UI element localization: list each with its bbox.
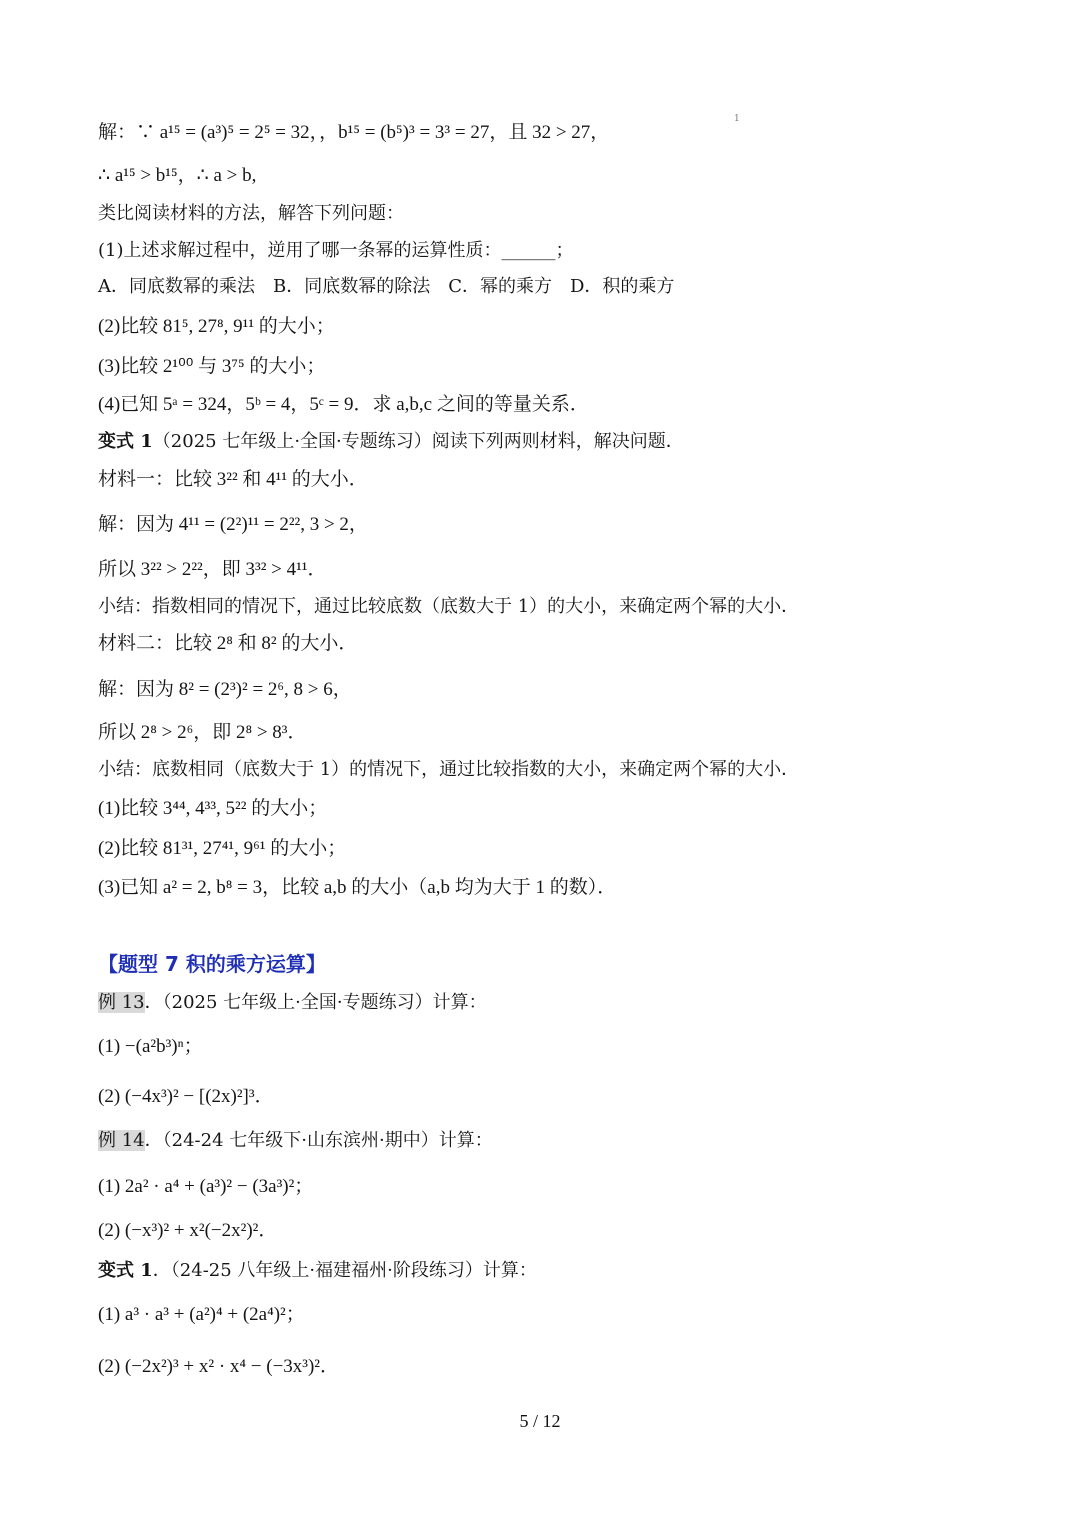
question-2: (2)比较 81⁵, 27⁸, 9¹¹ 的大小； (98, 316, 335, 337)
question-1-options: A．同底数幂的乘法 B．同底数幂的除法 C．幂的乘方 D．积的乘方 (98, 276, 675, 297)
instruction-line: 类比阅读材料的方法，解答下列问题： (98, 203, 404, 224)
variant-1-heading (98, 429, 684, 455)
question-3: (3)比较 2¹⁰⁰ 与 3⁷⁵ 的大小； (98, 356, 326, 377)
example-13-heading (98, 990, 487, 1016)
variant-2-part-2: (2) (−2x²)³ + x² · x⁴ − (−3x³)²． (98, 1356, 340, 1377)
example-13-label: 例 13 (98, 992, 145, 1013)
example-13-part-2: (2) (−4x³)² − [(2x)²]³． (98, 1086, 274, 1107)
variant-question-3: (3)已知 a² = 2, b⁸ = 3，比较 a,b 的大小（a,b 均为大于 1 的数）． (98, 877, 617, 898)
variant-label: 变式 1 (98, 431, 153, 452)
example-14-label: 例 14 (98, 1130, 145, 1151)
page-number: 5 / 12 (519, 1411, 561, 1431)
material-1-solution: 解：因为 4¹¹ = (2²)¹¹ = 2²², 3 > 2， (98, 514, 368, 535)
example-13-source: ．（2025 七年级上·全国·专题练习）计算： (144, 992, 487, 1013)
example-14-heading (98, 1128, 493, 1154)
example-13-part-1: (1) −(a²b³)ⁿ； (98, 1036, 203, 1057)
solution-line-2: ∴ a¹⁵ > b¹⁵，∴ a > b, (98, 165, 257, 186)
summary-2: 小结：底数相同（底数大于 1）的情况下，通过比较指数的大小，来确定两个幂的大小． (98, 759, 800, 780)
example-14-part-1: (1) 2a² · a⁴ + (a³)² − (3a³)²； (98, 1176, 314, 1197)
material-2-heading: 材料二：比较 2⁸ 和 8² 的大小． (98, 633, 358, 654)
material-2-conclusion: 所以 2⁸ > 2⁶，即 2⁸ > 8³． (98, 722, 307, 743)
example-14-source: ．（24-24 七年级下·山东滨州·期中）计算： (144, 1130, 493, 1151)
section-title: 【题型 7 积的乘方运算】 (98, 952, 326, 976)
example-14-part-2: (2) (−x³)² + x²(−2x²)²． (98, 1220, 278, 1241)
corner-mark: 1 (734, 114, 740, 124)
question-4: (4)已知 5ᵃ = 324，5ᵇ = 4，5ᶜ = 9．求 a,b,c 之间的等量关系． (98, 394, 589, 415)
variant-label: 变式 1 (98, 1260, 153, 1281)
variant-source: （2025 七年级上·全国·专题练习）阅读下列两则材料，解决问题． (152, 431, 684, 452)
variant-source: ．（24-25 八年级上·福建福州·阶段练习）计算： (152, 1260, 537, 1281)
variant-question-1: (1)比较 3⁴⁴, 4³³, 5²² 的大小； (98, 798, 328, 819)
material-1-heading: 材料一：比较 3²² 和 4¹¹ 的大小． (98, 469, 368, 490)
variant-2-heading (98, 1258, 537, 1284)
solution-line-1: 解：∵ a¹⁵ = (a³)⁵ = 2⁵ = 32，，b¹⁵ = (b⁵)³ = 3³ = 27，且 32 > 27， (98, 122, 610, 143)
material-1-conclusion: 所以 3²² > 2²²，即 3³² > 4¹¹． (98, 559, 327, 580)
material-2-solution: 解：因为 8² = (2³)² = 2⁶, 8 > 6， (98, 679, 352, 700)
question-1: (1)上述求解过程中，逆用了哪一条幂的运算性质：______； (98, 240, 574, 261)
summary-1: 小结：指数相同的情况下，通过比较底数（底数大于 1）的大小，来确定两个幂的大小． (98, 596, 800, 617)
variant-2-part-1: (1) a³ · a³ + (a²)⁴ + (2a⁴)²； (98, 1304, 305, 1325)
variant-question-2: (2)比较 81³¹, 27⁴¹, 9⁶¹ 的大小； (98, 838, 347, 859)
